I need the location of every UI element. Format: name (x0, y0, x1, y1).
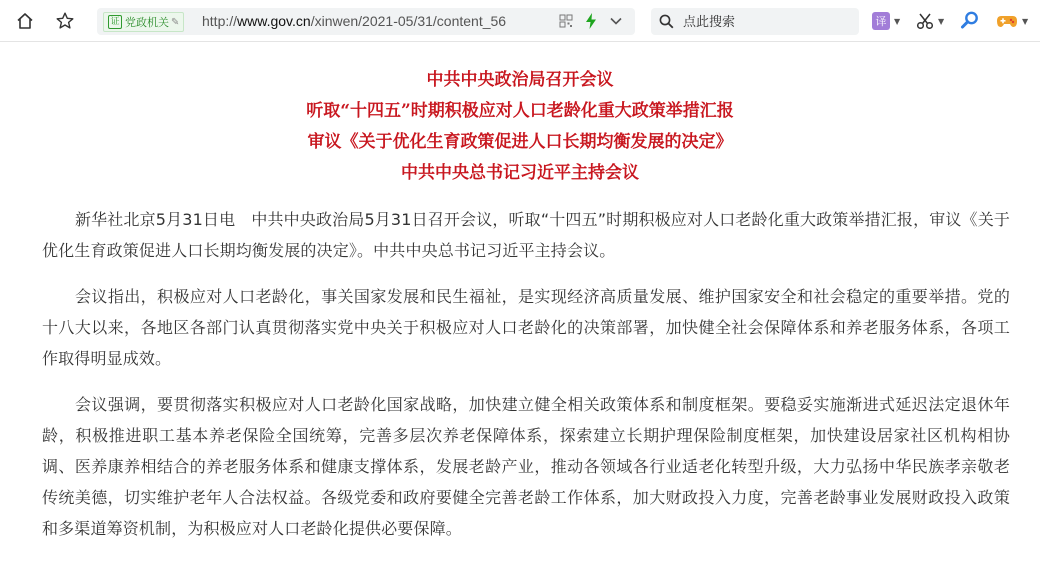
url-host: www.gov.cn (237, 13, 311, 29)
gov-site-badge-label: 党政机关 (125, 16, 169, 29)
article-title-line: 审议《关于优化生育政策促进人口长期均衡发展的决定》 (307, 132, 733, 152)
article-title-block (0, 65, 1040, 189)
home-icon (15, 11, 35, 31)
search-box[interactable] (651, 8, 859, 35)
certificate-seal-icon: 证 (108, 15, 122, 29)
chevron-down-icon[interactable] (609, 15, 623, 27)
search-input[interactable] (681, 11, 855, 34)
url-scheme: http:// (202, 13, 238, 29)
browser-toolbar (0, 0, 1040, 42)
edit-pen-icon: ✎ (171, 16, 180, 28)
translate-icon: 译 (872, 12, 890, 30)
article (0, 42, 1040, 559)
translate-button[interactable] (872, 10, 900, 32)
url-path: /xinwen/2021-05/31/content_56 (310, 13, 507, 29)
gov-site-badge[interactable] (103, 12, 184, 32)
search-icon (659, 14, 674, 29)
article-paragraph: 新华社北京5月31日电 中共中央政治局5月31日召开会议，听取“十四五”时期积极应对人口老龄化重大政策举措汇报，审议《关于优化生育政策促进人口长期均衡发展的决定》。中共中央总书记习近平主持会议。 (42, 210, 1010, 260)
bookmark-button[interactable] (52, 8, 78, 34)
caret-down-icon: ▼ (894, 16, 901, 26)
article-body (0, 204, 1040, 544)
home-button[interactable] (12, 8, 38, 34)
caret-down-icon: ▼ (1022, 16, 1029, 26)
lightning-icon[interactable] (585, 13, 597, 29)
screenshot-button[interactable] (916, 10, 944, 32)
article-paragraph: 会议指出，积极应对人口老龄化，事关国家发展和民生福祉，是实现经济高质量发展、维护国家安全和社会稳定的重要举措。党的十八大以来，各地区各部门认真贯彻落实党中央关于积极应对人口老龄化的决策部署，加快健全社会保障体系和养老服务体系，各项工作取得明显成效。 (42, 287, 1010, 368)
article-title-line: 听取“十四五”时期积极应对人口老龄化重大政策举措汇报 (306, 101, 734, 121)
extension-button[interactable] (996, 10, 1028, 32)
scissors-icon (916, 12, 934, 30)
url-text[interactable] (202, 8, 547, 35)
game-controller-icon (996, 12, 1018, 30)
article-paragraph: 会议强调，要贯彻落实积极应对人口老龄化国家战略，加快建立健全相关政策体系和制度框架。要稳妥实施渐进式延迟法定退休年龄，积极推进职工基本养老保险全国统筹，完善多层次养老保障体系，探索建立长期护理保险制度框架，加快建设居家社区机构相协调、医养康养相结合的养老服务体系和健康支撑体系，发展老龄产业，推动各领域各行业适老化转型升级，大力弘扬中华民族孝亲敬老传统美德，切实维护老年人合法权益。各级党委和政府要健全完善老龄工作体系，加大财政投入力度，完善老龄事业发展财政投入政策和多渠道筹资机制，为积极应对人口老龄化提供必要保障。 (42, 395, 1010, 538)
qr-code-icon[interactable] (559, 14, 573, 28)
address-bar[interactable] (97, 8, 635, 35)
magnifier-icon (960, 10, 980, 30)
star-icon (55, 11, 75, 31)
caret-down-icon: ▼ (938, 16, 945, 26)
article-title-line: 中共中央总书记习近平主持会议 (401, 163, 639, 183)
find-button[interactable] (960, 10, 980, 34)
article-title-line: 中共中央政治局召开会议 (426, 70, 614, 90)
